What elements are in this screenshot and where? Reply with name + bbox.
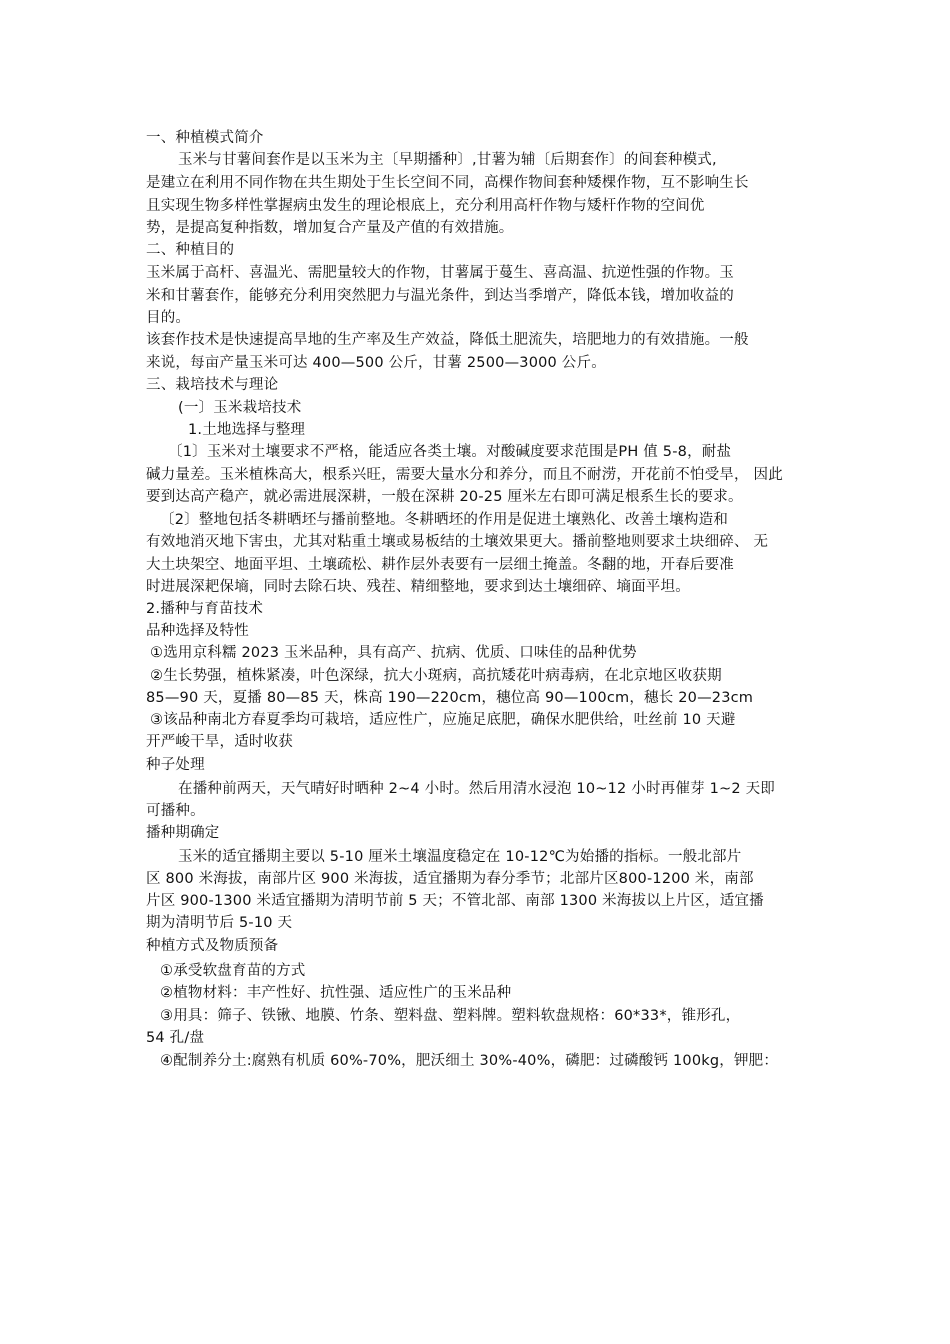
paragraph-line: 要到达高产稳产，就必需进展深耕，一般在深耕 20-25 厘米左右即可满足根系生长的要求。 <box>146 489 743 505</box>
paragraph-line: 该套作技术是快速提高旱地的生产率及生产效益，降低土肥流失，培肥地力的有效措施。一般 <box>146 332 749 348</box>
paragraph-line: 是建立在利用不同作物在共生期处于生长空间不同，高棵作物间套种矮棵作物，互不影响生长 <box>146 175 749 191</box>
paragraph-line: 期为清明节后 5-10 天 <box>146 915 293 931</box>
paragraph-line: 在播种前两天，天气晴好时晒种 2~4 小时。然后用清水浸泡 10~12 小时再催芽 1~2 天即 <box>178 781 776 797</box>
paragraph-line: 来说，每亩产量玉米可达 400—500 公斤，甘薯 2500—3000 公斤。 <box>146 355 606 371</box>
paragraph-line: 势，是提高复种指数，增加复合产量及产值的有效措施。 <box>146 220 514 236</box>
subheading: 种植方式及物质预备 <box>146 938 279 954</box>
paragraph-line: 〔1〕玉米对土壤要求不严格，能适应各类土壤。对酸碱度要求范围是PH 值 5-8，耐盐 <box>168 444 732 460</box>
subheading: 播种期确定 <box>146 825 220 841</box>
paragraph-line: 区 800 米海拔，南部片区 900 米海拔，适宜播期为春分季节；北部片区800-1200 米，南部 <box>146 871 754 887</box>
subheading: 1.土地选择与整理 <box>188 422 306 438</box>
subheading: (一〕玉米栽培技术 <box>178 400 302 416</box>
list-item: ②生长势强，植株紧凑，叶色深绿，抗大小斑病，高抗矮花叶病毒病，在北京地区收获期 <box>150 668 722 684</box>
paragraph-line: 大土块架空、地面平坦、土壤疏松、耕作层外表要有一层细土掩盖。冬翻的地，开春后要准 <box>146 557 734 573</box>
list-item: ②植物材料：丰产性好、抗性强、适应性广的玉米品种 <box>160 985 512 1001</box>
paragraph-line: 可播种。 <box>146 803 205 819</box>
paragraph-line: 54 孔/盘 <box>146 1030 205 1046</box>
paragraph-line: 且实现生物多样性掌握病虫发生的理论根底上，充分利用高杆作物与矮杆作物的空间优 <box>146 198 705 214</box>
list-item: ①选用京科糯 2023 玉米品种，具有高产、抗病、优质、口味佳的品种优势 <box>150 645 637 661</box>
paragraph-line: 米和甘薯套作，能够充分利用突然肥力与温光条件，到达当季增产，降低本钱，增加收益的 <box>146 288 734 304</box>
list-item: ④配制养分土:腐熟有机质 60%-70%，肥沃细土 30%-40%，磷肥：过磷酸钙 100kg，钾肥： <box>160 1053 779 1069</box>
paragraph-line: 时进展深耙保墒，同时去除石块、残茬、精细整地，要求到达土壤细碎、墒面平坦。 <box>146 579 690 595</box>
heading-3: 三、栽培技术与理论 <box>146 377 279 393</box>
heading-2: 二、种植目的 <box>146 242 235 258</box>
list-item: ①承受软盘育苗的方式 <box>160 963 306 979</box>
paragraph-line: 玉米属于高杆、喜温光、需肥量较大的作物，甘薯属于蔓生、喜高温、抗逆性强的作物。玉 <box>146 265 734 281</box>
paragraph-line: 有效地消灭地下害虫，尤其对粘重土壤或易板结的土壤效果更大。播前整地则要求土块细碎、 无 <box>146 534 769 550</box>
list-item: ③该品种南北方春夏季均可栽培，适应性广，应施足底肥，确保水肥供给，吐丝前 10 天避 <box>150 712 736 728</box>
paragraph-line: 片区 900-1300 米适宜播期为清明节前 5 天；不管北部、南部 1300 米海拔以上片区，适宜播 <box>146 893 764 909</box>
subheading: 品种选择及特性 <box>146 623 249 639</box>
paragraph-line: 85—90 天，夏播 80—85 天，株高 190—220cm，穗位高 90—100cm，穗长 20—23cm <box>146 690 754 706</box>
paragraph-line: 玉米的适宜播期主要以 5-10 厘米土壤温度稳定在 10-12℃为始播的指标。一般北部片 <box>178 849 742 865</box>
subheading: 2.播种与育苗技术 <box>146 601 264 617</box>
subheading: 种子处理 <box>146 757 205 773</box>
paragraph-line: 开严峻干旱，适时收获 <box>146 734 293 750</box>
paragraph-line: 〔2〕整地包括冬耕晒坯与播前整地。冬耕晒坯的作用是促进土壤熟化、改善土壤构造和 <box>160 512 729 528</box>
paragraph-line: 玉米与甘薯间套作是以玉米为主〔早期播种〕,甘薯为辅〔后期套作〕的间套种模式, <box>178 152 717 168</box>
paragraph-line: 目的。 <box>146 310 191 326</box>
paragraph-line: 碱力量差。玉米植株高大，根系兴旺，需要大量水分和养分，而且不耐涝，开花前不怕受旱， 因此 <box>146 467 783 483</box>
heading-1: 一、种植模式简介 <box>146 130 264 146</box>
list-item: ③用具：筛子、铁锹、地膜、竹条、塑料盘、塑料牌。塑料软盘规格：60*33*，锥形孔， <box>160 1008 741 1024</box>
